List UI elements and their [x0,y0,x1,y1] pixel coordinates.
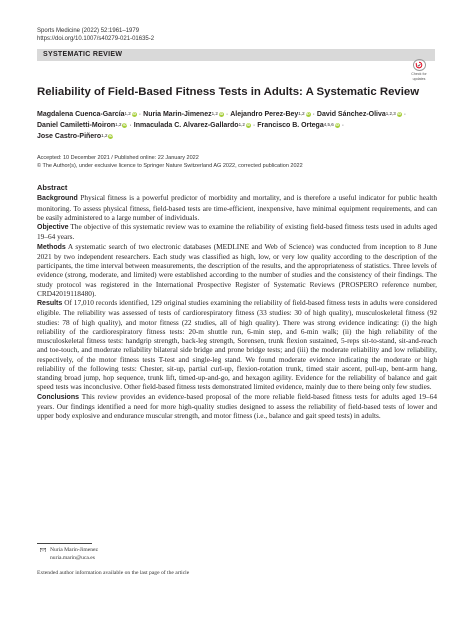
correspondence-block [40,546,98,562]
abstract-section-label: Objective [37,224,69,231]
orcid-icon[interactable]: iD [335,122,339,127]
author-separator: · [129,122,132,129]
author-item[interactable] [37,133,113,140]
abstract-section-text: This review provides an evidence-based proposal of the more reliable field-based fitness tests for adults aged 19–64 years. Our findings identified a need for more high-quality studies designed to assess the reliability of field-based tests of lower and upper body explosive and endurance muscular strength, and motor fitness (i.e., balance and gait speed tests) in adults. [37,391,437,420]
author-item[interactable] [143,111,224,118]
author-item[interactable] [37,122,127,129]
check-for-updates-badge[interactable] [408,59,430,81]
abstract-section-label: Background [37,195,78,203]
abstract-background [37,193,437,222]
author-item[interactable] [317,111,402,118]
author-separator: · [225,111,229,118]
abstract-conclusions [37,392,437,421]
copyright-notice: © The Author(s), under exclusive licence to Springer Nature Switzerland AG 2022, corrected publication 2022 [37,163,303,169]
author-list [37,109,442,142]
author-affiliation: 1,2 [115,122,122,127]
abstract-section-text: Of 17,010 records identified, 129 original studies examining the reliability of field-based fitness tests in adults were considered eligible. The reliability was assessed of tests of cardiorespiratory fitness (33 studies: 30 of high quality), musculoskeletal fitness (92 studies: 78 of high quality), and motor fitness (22 studies, all of high quality). There was strong evidence indicating: (i) the high reliability of the cardiorespiratory fitness tests: 20-m shuttle run, 6-min step, and 6-min walk; (ii) the high reliability of the musculoskeletal fitness tests: handgrip strength, back-leg strength, Sorensen, trunk flexion sustained, 5-reps sit-to-stand, sit-and-reach and toe-touch, and moderate reliability bilateral side bridge and prone bridge tests; and (iii) the moderate reliability and low reliability, respectively, of the motor fitness tests T-test and single-leg stand. We found moderate evidence indicating the moderate or high reliability of the following tests: Chester, sit-up, partial curl-up, flexion-rotation trunk, timed stair ascent, pull-up, bent-arm hang, standing broad jump, hop sequence, trunk lift, timed-up-and-go, and hexagon agility. Evidence for the reliability of balance and gait speed tests was inconclusive. Other field-based fitness tests demonstrated limited evidence, mainly due to there being only few studies. [37,298,437,392]
orcid-icon[interactable]: iD [246,122,251,127]
orcid-icon[interactable]: iD [123,122,127,127]
orcid-icon[interactable]: iD [132,111,137,116]
orcid-icon[interactable]: iD [109,133,113,138]
author-item[interactable] [134,122,251,129]
author-name: Magdalena Cuenca-García [37,111,125,118]
abstract-section-label: Conclusions [37,393,80,401]
author-separator: · [341,122,345,129]
orcid-icon[interactable]: iD [219,111,224,116]
author-affiliation: 1,2 [211,111,218,116]
envelope-icon [40,548,46,553]
journal-doi-link[interactable]: https://doi.org/10.1007/s40279-021-01635-2 [37,36,155,42]
abstract-methods [37,242,437,299]
corresponding-author-name: Nuria Marin-Jimenez [50,547,98,553]
author-affiliation: 1,2,3 [385,111,396,116]
author-affiliation: 1,2 [124,111,131,116]
corresponding-author-email[interactable]: nuria.marin@uca.es [50,555,95,561]
journal-citation: Sports Medicine (2022) 52:1961–1979 [37,28,140,34]
author-name: Francisco B. Ortega [257,122,324,129]
author-line-1 [37,109,442,120]
author-separator: · [403,111,407,118]
abstract-objective [37,222,437,242]
footnote-divider [37,543,92,544]
accepted-published-dates: Accepted: 10 December 2021 / Published online: 22 January 2022 [37,155,199,161]
abstract [37,183,437,420]
author-item[interactable] [37,111,137,118]
orcid-icon[interactable]: iD [397,111,402,116]
author-line-3 [37,131,442,142]
check-for-updates-text-2: updates [412,77,426,81]
abstract-section-text: The objective of this systematic review was to examine the reliability of existing field-based fitness tests used in adults aged 19–64 years. [37,222,437,242]
author-item[interactable] [257,122,340,129]
author-line-2 [37,120,442,131]
article-type-label: SYSTEMATIC REVIEW [37,49,435,61]
abstract-heading: Abstract [37,183,68,192]
author-separator: · [252,122,256,129]
abstract-section-label: Methods [37,243,66,251]
abstract-section-label: Results [37,300,63,307]
abstract-results [37,298,437,392]
author-name: Nuria Marin-Jimenez [143,111,212,118]
author-name: Daniel Camiletti-Moiron [37,122,116,129]
check-for-updates-text-1: Check for [411,72,427,76]
orcid-icon[interactable]: iD [306,111,310,116]
author-affiliation: 1,2 [238,122,245,127]
author-name: David Sánchez-Oliva [316,111,386,118]
journal-header [37,27,154,43]
author-affiliation: 1,2 [101,133,108,138]
author-affiliation: 4,5,6 [323,122,334,127]
author-item[interactable] [230,111,310,118]
author-name: Jose Castro-Piñero [37,133,102,140]
abstract-section-text: Physical fitness is a powerful predictor of morbidity and mortality, and is therefore a useful indicator for public health monitoring. To assess physical fitness, field-based tests are time-efficient, inexpensive, have minimal equipment requirements, and can be easily administered to a large number of individuals. [37,193,437,222]
author-separator: · [312,111,315,118]
check-for-updates-icon [413,59,426,71]
abstract-section-text: A systematic search of two electronic databases (MEDLINE and Web of Science) was conducted from inception to 8 June 2021 by two independent researchers. Each study was classified as high, low, or very low quality according to the description of the participants, the time interval between measurements, the description of the results, and the appropriateness of statistics. Three levels of evidence (strong, moderate, and limited) were established according to the number of studies and the consistency of their findings. The study protocol was registered in the International Prospective Register of Systematic Reviews (PROSPERO reference number, CRD42019118480). [37,241,437,298]
publication-dates [37,154,303,170]
article-title: Reliability of Field-Based Fitness Tests in Adults: A Systematic Review [37,86,420,98]
author-name: Inmaculada C. Alvarez-Gallardo [133,122,239,129]
author-name: Alejandro Perez-Bey [230,111,299,118]
extended-author-note: Extended author information available on the last page of the article [37,570,190,576]
author-separator: · [138,111,142,118]
author-affiliation: 1,2 [298,111,305,116]
